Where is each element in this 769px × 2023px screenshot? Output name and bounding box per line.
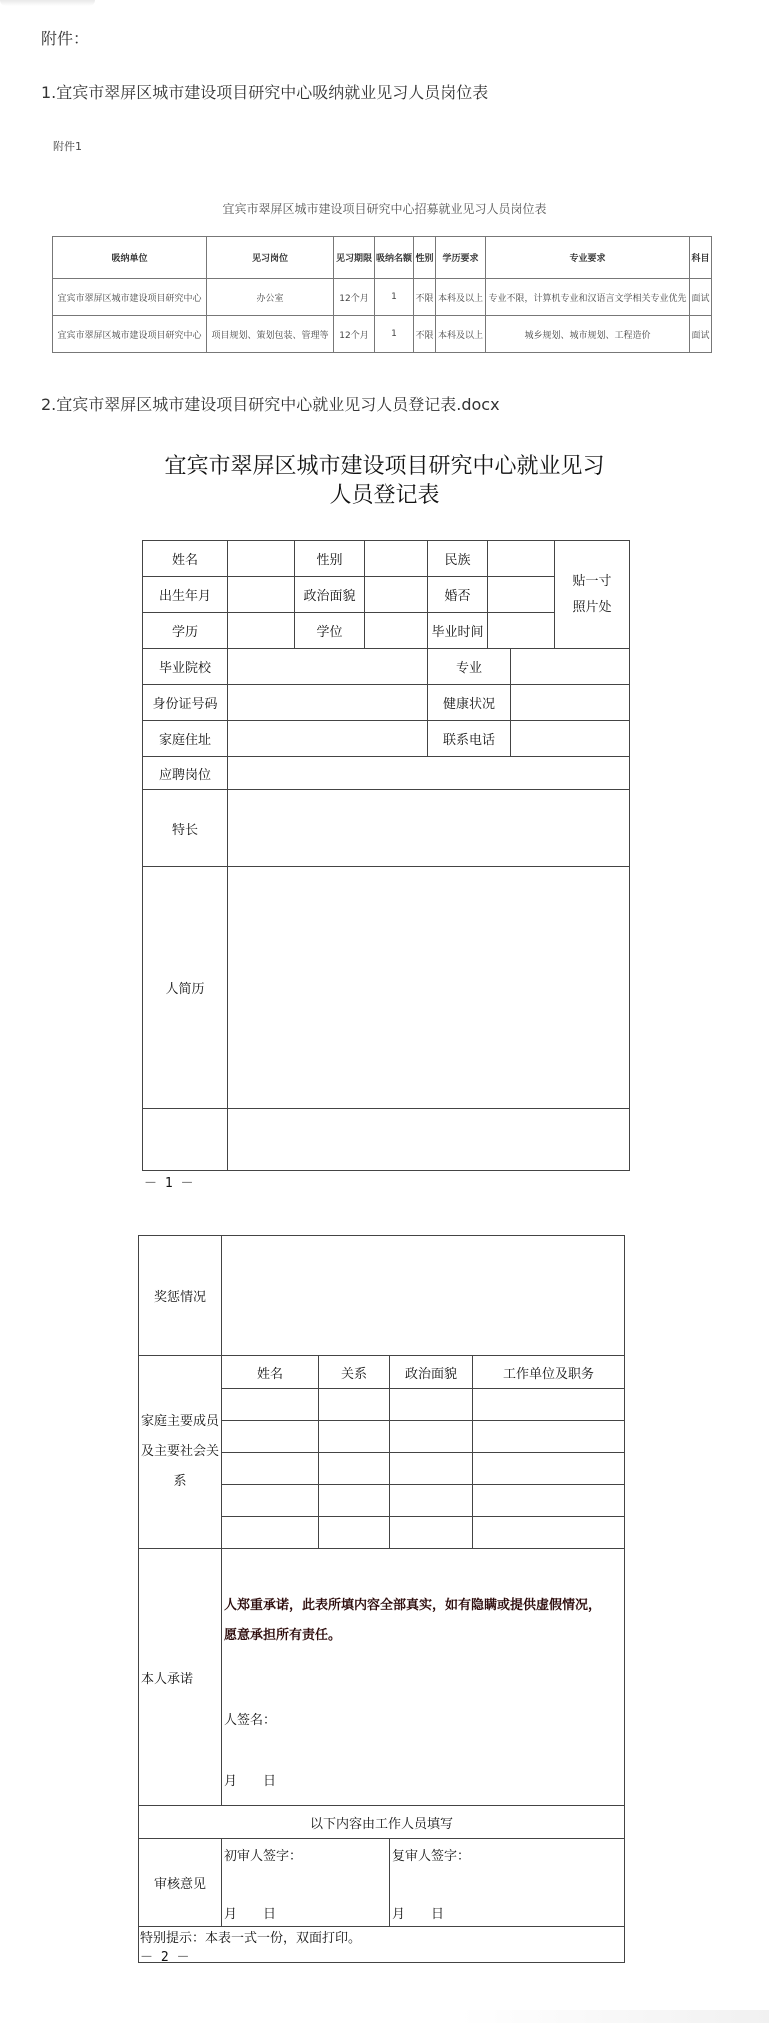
field-id-number[interactable] — [228, 685, 428, 721]
table-cell: 本科及以上 — [436, 279, 486, 316]
pledge-area[interactable] — [222, 1549, 625, 1806]
label-birth: 出生年月 — [143, 577, 228, 613]
field-political[interactable] — [365, 577, 428, 613]
family-label-line-3: 系 — [173, 1474, 187, 1489]
family-cell[interactable] — [319, 1389, 390, 1421]
family-cell[interactable] — [222, 1517, 319, 1549]
label-school: 毕业院校 — [143, 649, 228, 685]
family-cell[interactable] — [390, 1421, 473, 1453]
column-header: 科目 — [690, 237, 712, 279]
family-cell[interactable] — [222, 1485, 319, 1517]
label-education: 学历 — [143, 613, 228, 649]
family-cell[interactable] — [390, 1453, 473, 1485]
family-label-line-1: 家庭主要成员 — [140, 1414, 219, 1429]
pledge-text-1: 人郑重承诺，此表所填内容全部真实，如有隐瞒或提供虚假情况， — [224, 1598, 602, 1613]
first-review-area[interactable] — [222, 1839, 390, 1927]
table-cell: 项目规划、策划包装、管理等 — [207, 316, 334, 353]
label-name: 姓名 — [143, 541, 228, 577]
field-resume[interactable] — [228, 867, 630, 1109]
label-grad-time: 毕业时间 — [428, 613, 488, 649]
label-awards: 奖惩情况 — [139, 1236, 222, 1356]
field-marital[interactable] — [488, 577, 555, 613]
family-cell[interactable] — [473, 1517, 625, 1549]
attachment-1-link[interactable]: 1.宜宾市翠屏区城市建设项目研究中心吸纳就业见习人员岗位表 — [41, 83, 489, 102]
table-cell: 12个月 — [334, 279, 375, 316]
column-header: 吸纳名额 — [375, 237, 414, 279]
registration-form-page-2 — [138, 1235, 625, 1963]
attachment-2-link[interactable]: 2.宜宾市翠屏区城市建设项目研究中心就业见习人员登记表.docx — [41, 395, 500, 414]
field-major[interactable] — [511, 649, 630, 685]
first-reviewer-label: 初审人签字： — [224, 1849, 303, 1864]
label-pledge: 本人承诺 — [139, 1549, 222, 1806]
field-phone[interactable] — [511, 721, 630, 757]
label-resume: 人简历 — [143, 867, 228, 1109]
family-cell[interactable] — [319, 1453, 390, 1485]
label-health: 健康状况 — [428, 685, 511, 721]
table-cell: 不限 — [414, 316, 436, 353]
photo-label-2: 照片处 — [572, 599, 612, 615]
label-degree: 学位 — [295, 613, 365, 649]
field-degree[interactable] — [365, 613, 428, 649]
label-address: 家庭住址 — [143, 721, 228, 757]
family-col-workplace: 工作单位及职务 — [473, 1356, 625, 1389]
pledge-text-2: 愿意承担所有责任。 — [224, 1628, 342, 1643]
label-specialty: 特长 — [143, 790, 228, 867]
table-header-row — [53, 237, 712, 279]
signature-label: 人签名： — [224, 1713, 277, 1728]
positions-table — [52, 236, 712, 353]
table-cell: 面试 — [690, 279, 712, 316]
second-reviewer-label: 复审人签字： — [392, 1849, 471, 1864]
photo-label-1: 贴一寸 — [572, 573, 612, 589]
family-cell[interactable] — [390, 1485, 473, 1517]
first-review-date: 月 日 — [224, 1907, 277, 1922]
field-position[interactable] — [228, 757, 630, 790]
special-note: 特别提示：本表一式一份，双面打印。 — [139, 1927, 625, 1963]
table-cell: 宜宾市翠屏区城市建设项目研究中心 — [53, 279, 207, 316]
table-cell: 宜宾市翠屏区城市建设项目研究中心 — [53, 316, 207, 353]
bottom-shadow — [460, 2010, 769, 2023]
photo-area[interactable] — [555, 541, 630, 649]
table-cell: 1 — [375, 279, 414, 316]
field-birth[interactable] — [228, 577, 295, 613]
label-marital: 婚否 — [428, 577, 488, 613]
label-position: 应聘岗位 — [143, 757, 228, 790]
table-cell: 办公室 — [207, 279, 334, 316]
staff-section-note: 以下内容由工作人员填写 — [139, 1806, 625, 1839]
registration-form-page-1 — [142, 540, 630, 1171]
label-ethnicity: 民族 — [428, 541, 488, 577]
field-ethnicity[interactable] — [488, 541, 555, 577]
field-specialty[interactable] — [228, 790, 630, 867]
family-cell[interactable] — [390, 1517, 473, 1549]
page-number-2: － 2 － — [140, 1950, 190, 1965]
label-phone: 联系电话 — [428, 721, 511, 757]
field-education[interactable] — [228, 613, 295, 649]
field-grad-time[interactable] — [488, 613, 555, 649]
table-cell: 城乡规划、城市规划、工程造价 — [486, 316, 690, 353]
table-row — [53, 316, 712, 353]
pledge-date: 月 日 — [224, 1774, 277, 1789]
family-col-political: 政治面貌 — [390, 1356, 473, 1389]
table-cell: 1 — [375, 316, 414, 353]
top-shadow — [0, 0, 95, 6]
label-family — [139, 1356, 222, 1549]
title-line-1: 宜宾市翠屏区城市建设项目研究中心就业见习 — [164, 454, 605, 479]
family-cell[interactable] — [222, 1389, 319, 1421]
column-header: 见习期限 — [334, 237, 375, 279]
family-cell[interactable] — [222, 1453, 319, 1485]
family-col-name: 姓名 — [222, 1356, 319, 1389]
field-gender[interactable] — [365, 541, 428, 577]
field-health[interactable] — [511, 685, 630, 721]
table-cell: 面试 — [690, 316, 712, 353]
family-cell[interactable] — [473, 1421, 625, 1453]
family-cell[interactable] — [319, 1485, 390, 1517]
family-col-relation: 关系 — [319, 1356, 390, 1389]
registration-form-title — [0, 452, 769, 510]
family-cell[interactable] — [473, 1453, 625, 1485]
label-review: 审核意见 — [139, 1839, 222, 1927]
family-cell[interactable] — [473, 1389, 625, 1421]
table-cell: 专业不限，计算机专业和汉语言文学相关专业优先 — [486, 279, 690, 316]
column-header: 专业要求 — [486, 237, 690, 279]
attachments-label: 附件： — [41, 29, 90, 48]
family-cell[interactable] — [319, 1421, 390, 1453]
title-line-2: 人员登记表 — [329, 483, 440, 508]
family-label-line-2: 及主要社会关 — [140, 1444, 219, 1459]
column-header: 学历要求 — [436, 237, 486, 279]
second-review-area[interactable] — [390, 1839, 625, 1927]
blank-label — [143, 1109, 228, 1171]
column-header: 见习岗位 — [207, 237, 334, 279]
family-cell[interactable] — [319, 1517, 390, 1549]
field-extra[interactable] — [228, 1109, 630, 1171]
table-cell: 不限 — [414, 279, 436, 316]
family-cell[interactable] — [390, 1389, 473, 1421]
label-major: 专业 — [428, 649, 511, 685]
page-number-1: － 1 － — [144, 1176, 194, 1191]
column-header: 性别 — [414, 237, 436, 279]
label-id-number: 身份证号码 — [143, 685, 228, 721]
field-address[interactable] — [228, 721, 428, 757]
table-cell: 本科及以上 — [436, 316, 486, 353]
label-political: 政治面貌 — [295, 577, 365, 613]
second-review-date: 月 日 — [392, 1907, 445, 1922]
column-header: 吸纳单位 — [53, 237, 207, 279]
table-row — [53, 279, 712, 316]
family-cell[interactable] — [222, 1421, 319, 1453]
field-name[interactable] — [228, 541, 295, 577]
label-gender: 性别 — [295, 541, 365, 577]
field-awards[interactable] — [222, 1236, 625, 1356]
annex-label: 附件1 — [53, 140, 82, 153]
field-school[interactable] — [228, 649, 428, 685]
family-cell[interactable] — [473, 1485, 625, 1517]
positions-table-title: 宜宾市翠屏区城市建设项目研究中心招募就业见习人员岗位表 — [222, 202, 547, 216]
table-cell: 12个月 — [334, 316, 375, 353]
